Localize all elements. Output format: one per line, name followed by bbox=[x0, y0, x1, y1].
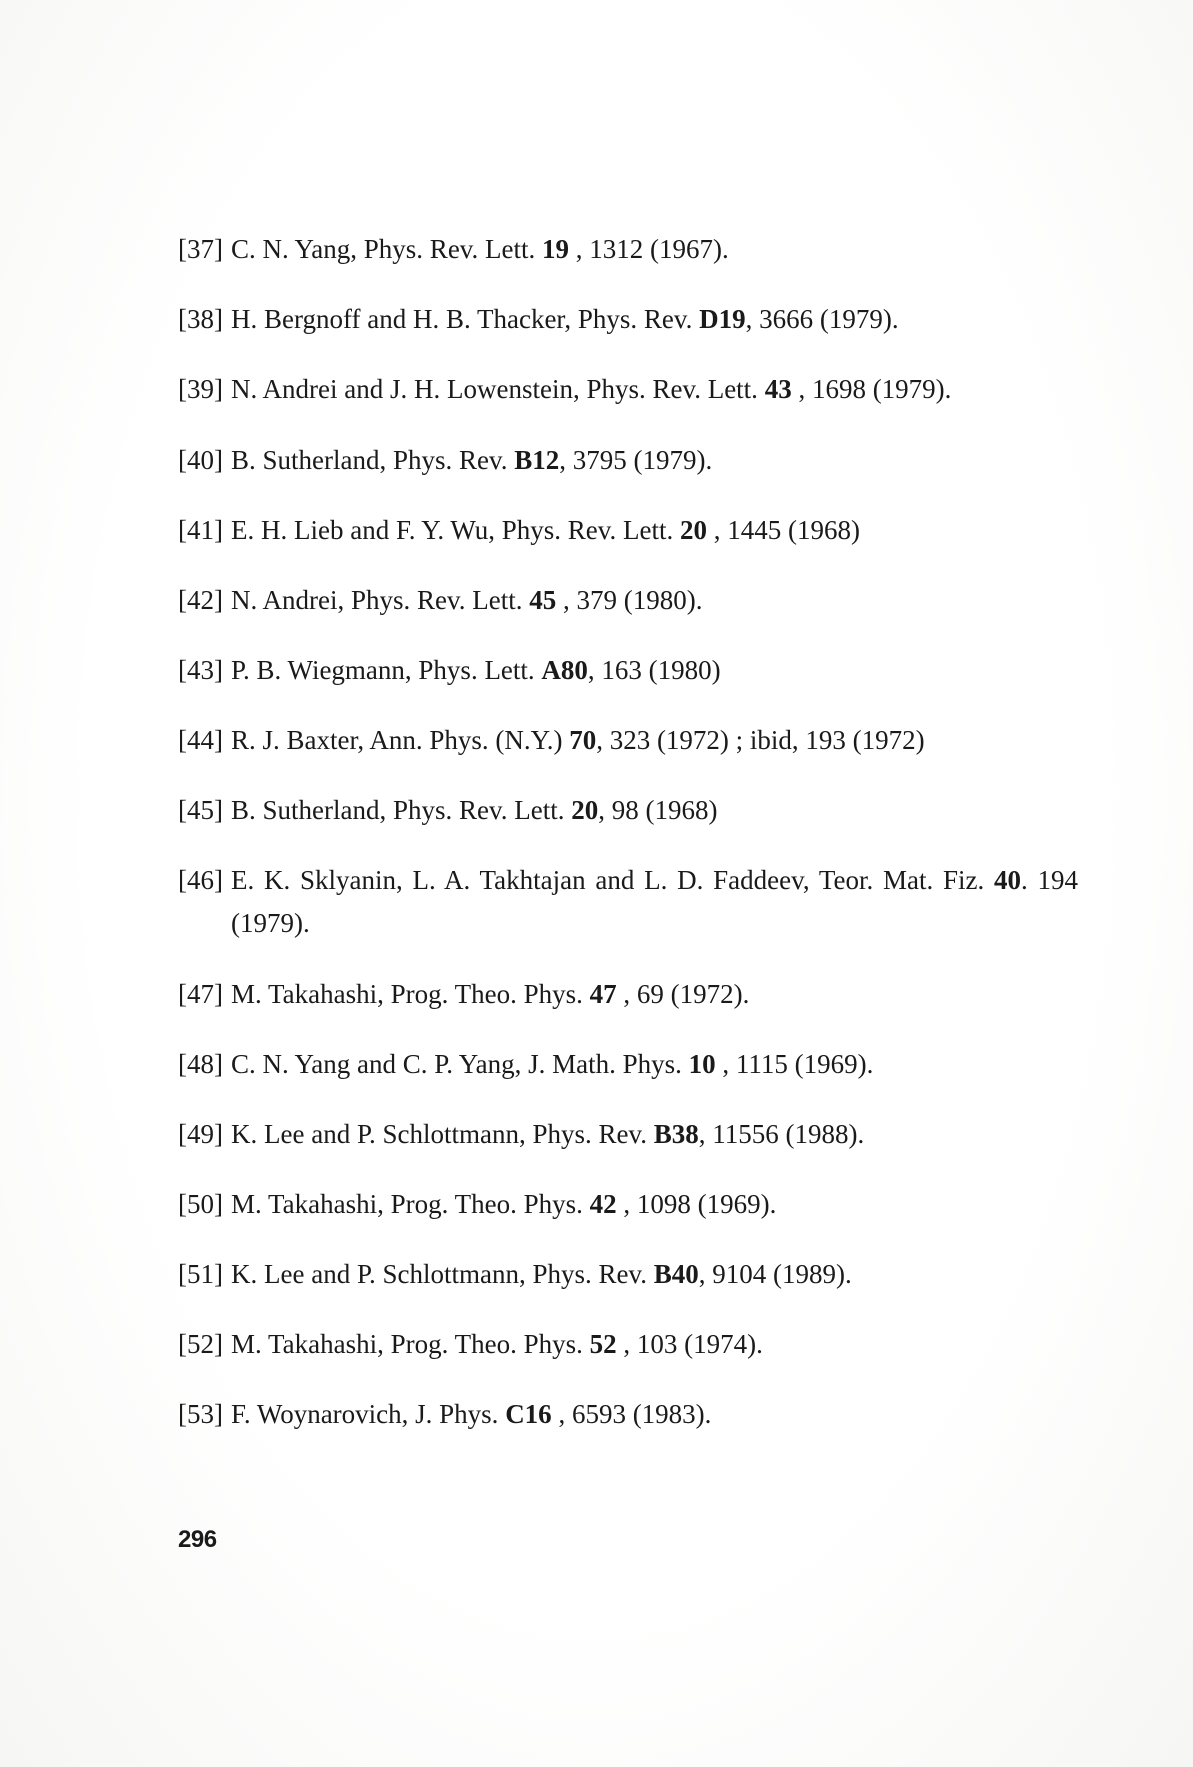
reference-pages-year: , 98 (1968) bbox=[598, 795, 718, 825]
reference-number: [44] bbox=[178, 725, 223, 755]
reference-item bbox=[178, 859, 1078, 945]
reference-pages-year: , 6593 (1983). bbox=[551, 1399, 712, 1429]
reference-volume: D19 bbox=[699, 304, 746, 334]
reference-citation: E. H. Lieb and F. Y. Wu, Phys. Rev. Lett. bbox=[231, 515, 680, 545]
reference-volume: 10 bbox=[688, 1049, 716, 1079]
reference-number: [38] bbox=[178, 304, 223, 334]
reference-volume: 19 bbox=[542, 234, 570, 264]
reference-item bbox=[178, 1113, 1078, 1156]
reference-pages-year: , 323 (1972) ; ibid, 193 (1972) bbox=[596, 725, 925, 755]
reference-citation: H. Bergnoff and H. B. Thacker, Phys. Rev. bbox=[231, 304, 700, 334]
reference-pages-year: , 1115 (1969). bbox=[715, 1049, 874, 1079]
reference-volume: 70 bbox=[569, 725, 597, 755]
reference-pages-year: , 163 (1980) bbox=[587, 655, 721, 685]
reference-number: [45] bbox=[178, 795, 223, 825]
reference-text bbox=[231, 1323, 1078, 1366]
reference-citation: F. Woynarovich, J. Phys. bbox=[231, 1399, 506, 1429]
reference-volume: 20 bbox=[679, 515, 707, 545]
reference-pages-year: , 1445 (1968) bbox=[706, 515, 860, 545]
reference-number: [37] bbox=[178, 234, 223, 264]
reference-number: [43] bbox=[178, 655, 223, 685]
reference-item bbox=[178, 228, 1078, 271]
reference-number: [49] bbox=[178, 1119, 223, 1149]
reference-pages-year: , 69 (1972). bbox=[616, 979, 750, 1009]
reference-pages-year: . 194 (1979). bbox=[231, 865, 1079, 938]
reference-citation: R. J. Baxter, Ann. Phys. (N.Y.) bbox=[231, 725, 570, 755]
reference-citation: K. Lee and P. Schlottmann, Phys. Rev. bbox=[231, 1259, 654, 1289]
reference-text bbox=[231, 579, 1078, 622]
reference-citation: C. N. Yang, Phys. Rev. Lett. bbox=[231, 234, 543, 264]
reference-volume: 42 bbox=[589, 1189, 617, 1219]
reference-number: [52] bbox=[178, 1329, 223, 1359]
reference-pages-year: , 379 (1980). bbox=[556, 585, 703, 615]
reference-volume: B38 bbox=[653, 1119, 699, 1149]
reference-pages-year: , 103 (1974). bbox=[616, 1329, 763, 1359]
reference-number: [41] bbox=[178, 515, 223, 545]
reference-number: [51] bbox=[178, 1259, 223, 1289]
reference-citation: N. Andrei and J. H. Lowenstein, Phys. Rev. Lett. bbox=[231, 374, 765, 404]
reference-volume: 43 bbox=[764, 374, 792, 404]
reference-citation: B. Sutherland, Phys. Rev. Lett. bbox=[231, 795, 572, 825]
reference-text bbox=[231, 789, 1078, 832]
reference-number: [48] bbox=[178, 1049, 223, 1079]
reference-volume: 45 bbox=[529, 585, 557, 615]
reference-pages-year: , 9104 (1989). bbox=[698, 1259, 852, 1289]
reference-volume: 47 bbox=[589, 979, 617, 1009]
reference-citation: E. K. Sklyanin, L. A. Takhtajan and L. D. Faddeev, Teor. Mat. Fiz. bbox=[231, 865, 994, 895]
reference-item bbox=[178, 298, 1078, 341]
reference-volume: 52 bbox=[589, 1329, 617, 1359]
reference-item bbox=[178, 719, 1078, 762]
reference-item bbox=[178, 1323, 1078, 1366]
reference-pages-year: , 1098 (1969). bbox=[616, 1189, 777, 1219]
reference-text bbox=[231, 1253, 1078, 1296]
reference-citation: N. Andrei, Phys. Rev. Lett. bbox=[231, 585, 530, 615]
reference-item bbox=[178, 789, 1078, 832]
reference-text bbox=[231, 719, 1078, 762]
reference-text bbox=[231, 439, 1078, 482]
reference-item bbox=[178, 649, 1078, 692]
reference-text bbox=[231, 1043, 1078, 1086]
reference-pages-year: , 1312 (1967). bbox=[569, 234, 729, 264]
reference-number: [39] bbox=[178, 374, 223, 404]
reference-volume: B40 bbox=[653, 1259, 699, 1289]
reference-volume: 20 bbox=[571, 795, 599, 825]
reference-item bbox=[178, 1183, 1078, 1226]
reference-text bbox=[231, 1393, 1078, 1436]
reference-number: [47] bbox=[178, 979, 223, 1009]
reference-pages-year: , 1698 (1979). bbox=[791, 374, 952, 404]
reference-list bbox=[178, 228, 1078, 1463]
reference-pages-year: , 3795 (1979). bbox=[559, 445, 713, 475]
reference-citation: M. Takahashi, Prog. Theo. Phys. bbox=[231, 1329, 590, 1359]
reference-number: [42] bbox=[178, 585, 223, 615]
reference-item bbox=[178, 509, 1078, 552]
reference-text bbox=[231, 1113, 1078, 1156]
page-number: 296 bbox=[178, 1526, 217, 1553]
reference-text bbox=[231, 649, 1078, 692]
reference-citation: M. Takahashi, Prog. Theo. Phys. bbox=[231, 1189, 590, 1219]
reference-pages-year: , 3666 (1979). bbox=[745, 304, 899, 334]
reference-volume: 40 bbox=[994, 865, 1021, 895]
reference-item bbox=[178, 973, 1078, 1016]
reference-number: [53] bbox=[178, 1399, 223, 1429]
reference-pages-year: , 11556 (1988). bbox=[698, 1119, 865, 1149]
reference-citation: P. B. Wiegmann, Phys. Lett. bbox=[231, 655, 542, 685]
reference-citation: K. Lee and P. Schlottmann, Phys. Rev. bbox=[231, 1119, 654, 1149]
reference-volume: A80 bbox=[541, 655, 588, 685]
reference-text bbox=[231, 368, 1078, 411]
reference-item bbox=[178, 579, 1078, 622]
reference-item bbox=[178, 1253, 1078, 1296]
reference-number: [50] bbox=[178, 1189, 223, 1219]
reference-citation: C. N. Yang and C. P. Yang, J. Math. Phys. bbox=[231, 1049, 689, 1079]
reference-citation: M. Takahashi, Prog. Theo. Phys. bbox=[231, 979, 590, 1009]
reference-citation: B. Sutherland, Phys. Rev. bbox=[231, 445, 515, 475]
reference-text bbox=[231, 859, 1078, 945]
reference-text bbox=[231, 1183, 1078, 1226]
reference-text bbox=[231, 228, 1078, 271]
reference-item bbox=[178, 1043, 1078, 1086]
reference-text bbox=[231, 509, 1078, 552]
reference-text bbox=[231, 298, 1078, 341]
reference-text bbox=[231, 973, 1078, 1016]
reference-number: [46] bbox=[178, 865, 223, 895]
reference-volume: C16 bbox=[505, 1399, 552, 1429]
reference-item bbox=[178, 439, 1078, 482]
reference-item bbox=[178, 368, 1078, 411]
reference-volume: B12 bbox=[514, 445, 560, 475]
reference-item bbox=[178, 1393, 1078, 1436]
reference-number: [40] bbox=[178, 445, 223, 475]
